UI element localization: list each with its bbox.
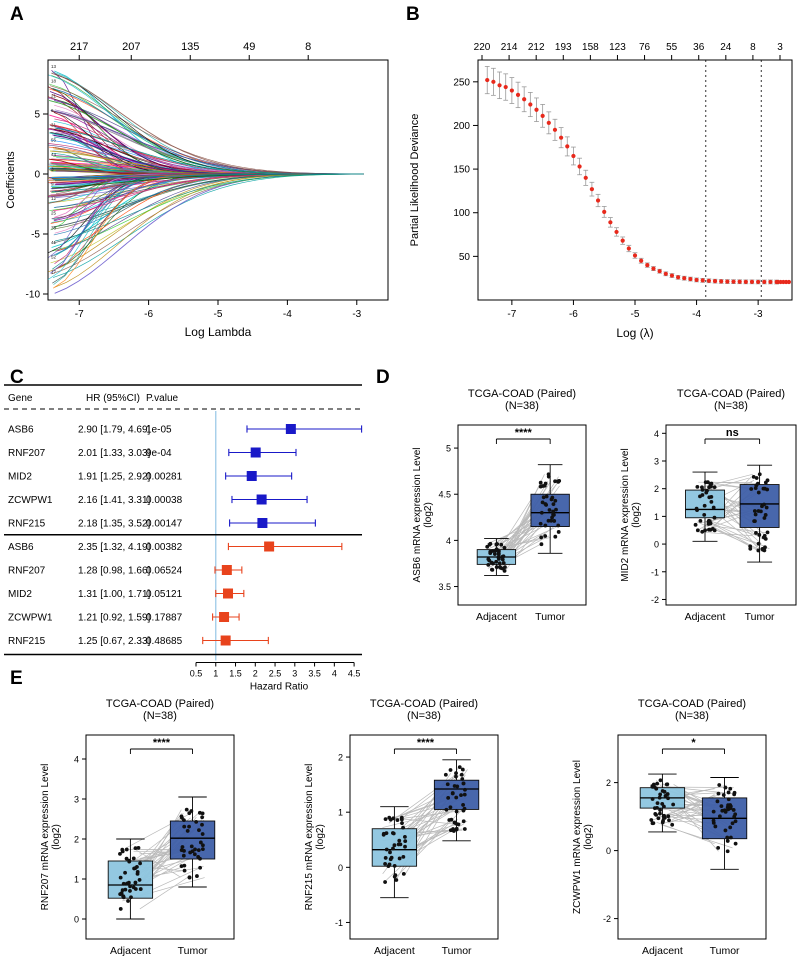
svg-text:(log2): (log2)	[51, 824, 62, 850]
svg-text:3: 3	[777, 42, 783, 53]
panel-a-label: A	[10, 4, 24, 25]
svg-text:0: 0	[605, 846, 611, 857]
svg-text:Adjacent: Adjacent	[684, 611, 726, 623]
svg-text:158: 158	[582, 42, 599, 53]
svg-text:-2: -2	[650, 594, 659, 605]
svg-text:1.28 [0.98, 1.66]: 1.28 [0.98, 1.66]	[78, 565, 151, 577]
panel-c	[0, 365, 376, 693]
svg-text:3: 3	[73, 794, 79, 805]
svg-text:9e-04: 9e-04	[146, 448, 172, 459]
svg-text:5: 5	[34, 109, 40, 121]
svg-text:ZCWPW1: ZCWPW1	[8, 495, 53, 506]
svg-text:0.05121: 0.05121	[146, 589, 183, 600]
svg-text:-6: -6	[144, 309, 154, 320]
svg-text:MID2 mRNA expression Level: MID2 mRNA expression Level	[620, 448, 631, 582]
zcwpw1-boxplot	[540, 677, 790, 977]
svg-text:0.00281: 0.00281	[146, 471, 183, 483]
svg-text:50: 50	[458, 251, 470, 263]
svg-text:(log2): (log2)	[315, 824, 326, 850]
svg-text:21: 21	[51, 93, 57, 99]
svg-text:1: 1	[653, 511, 659, 522]
svg-text:0.00382: 0.00382	[146, 542, 183, 553]
svg-text:ZCWPW1: ZCWPW1	[8, 612, 53, 624]
svg-text:****: ****	[416, 737, 435, 749]
svg-text:150: 150	[453, 164, 470, 176]
svg-text:2.90 [1.79, 4.69]: 2.90 [1.79, 4.69]	[78, 424, 151, 436]
svg-text:0.5: 0.5	[189, 668, 203, 679]
svg-text:217: 217	[70, 41, 89, 53]
svg-text:-4: -4	[692, 309, 702, 320]
svg-text:ZCWPW1 mRNA expression Level: ZCWPW1 mRNA expression Level	[572, 760, 583, 914]
svg-text:6: 6	[51, 108, 54, 113]
svg-text:25: 25	[51, 210, 57, 216]
mid2-boxplot	[600, 377, 810, 677]
svg-text:ASB6: ASB6	[8, 424, 34, 436]
svg-text:0: 0	[653, 539, 659, 550]
svg-text:2.01 [1.33, 3.03]: 2.01 [1.33, 3.03]	[78, 448, 151, 459]
rnf215-boxplot	[272, 677, 522, 977]
svg-text:1.91 [1.25, 2.92]: 1.91 [1.25, 2.92]	[78, 471, 151, 483]
svg-text:Adjacent: Adjacent	[475, 611, 517, 623]
svg-text:-3: -3	[352, 309, 362, 320]
svg-text:135: 135	[181, 41, 200, 53]
svg-text:2.35 [1.32, 4.19]: 2.35 [1.32, 4.19]	[78, 542, 151, 553]
svg-text:1e-05: 1e-05	[146, 424, 172, 436]
svg-text:220: 220	[473, 42, 491, 53]
svg-text:2: 2	[605, 778, 611, 789]
svg-text:Adjacent: Adjacent	[641, 945, 683, 957]
panel-d-label: D	[376, 367, 390, 388]
svg-text:****: ****	[152, 737, 171, 749]
svg-text:0: 0	[73, 914, 79, 925]
svg-text:212: 212	[527, 42, 545, 53]
svg-text:100: 100	[453, 208, 470, 220]
svg-text:5: 5	[445, 443, 451, 454]
svg-text:4: 4	[331, 668, 337, 679]
svg-text:31: 31	[51, 122, 57, 128]
svg-text:2: 2	[252, 668, 258, 679]
svg-text:0.48685: 0.48685	[146, 636, 183, 647]
svg-text:TCGA-COAD (Paired): TCGA-COAD (Paired)	[369, 698, 479, 710]
svg-text:-7: -7	[507, 309, 517, 320]
svg-text:0: 0	[34, 169, 40, 181]
svg-text:1.31 [1.00, 1.71]: 1.31 [1.00, 1.71]	[78, 589, 151, 600]
svg-text:2.18 [1.35, 3.52]: 2.18 [1.35, 3.52]	[78, 518, 151, 530]
svg-text:17: 17	[51, 269, 57, 275]
svg-text:TCGA-COAD (Paired): TCGA-COAD (Paired)	[676, 388, 786, 400]
svg-text:Tumor: Tumor	[744, 611, 775, 623]
svg-text:HR (95%CI): HR (95%CI)	[86, 393, 140, 404]
svg-text:-4: -4	[282, 309, 292, 320]
svg-text:RNF215 mRNA expression Level: RNF215 mRNA expression Level	[304, 763, 315, 911]
svg-text:-2: -2	[602, 914, 611, 925]
svg-text:55: 55	[666, 42, 678, 53]
svg-text:Gene: Gene	[8, 393, 33, 404]
svg-text:207: 207	[122, 41, 141, 53]
svg-text:(N=38): (N=38)	[407, 710, 441, 722]
svg-text:Partial Likelihood Deviance: Partial Likelihood Deviance	[409, 113, 421, 247]
svg-text:76: 76	[638, 42, 651, 53]
svg-text:2: 2	[653, 484, 659, 495]
cv-deviance-plot	[400, 0, 806, 370]
svg-text:4: 4	[445, 535, 451, 546]
svg-text:1: 1	[73, 874, 79, 885]
svg-text:2.5: 2.5	[268, 668, 282, 679]
svg-text:(N=38): (N=38)	[143, 710, 177, 722]
svg-text:0: 0	[337, 862, 343, 873]
svg-text:RNF215: RNF215	[8, 518, 46, 530]
svg-text:Hazard Ratio: Hazard Ratio	[249, 681, 309, 693]
svg-text:193: 193	[554, 42, 572, 53]
svg-text:3: 3	[292, 668, 298, 679]
svg-text:****: ****	[514, 427, 532, 439]
svg-text:214: 214	[500, 42, 518, 53]
svg-text:1: 1	[337, 807, 343, 818]
svg-text:(N=38): (N=38)	[675, 710, 709, 722]
svg-text:ASB6 mRNA expression Level: ASB6 mRNA expression Level	[412, 447, 423, 583]
svg-text:1.5: 1.5	[229, 668, 242, 679]
svg-text:-1: -1	[650, 567, 659, 578]
panel-d	[372, 365, 806, 665]
svg-text:8: 8	[305, 41, 312, 53]
svg-text:Log (λ): Log (λ)	[616, 326, 654, 340]
svg-text:(log2): (log2)	[423, 502, 434, 528]
svg-text:4: 4	[653, 428, 659, 439]
svg-text:2: 2	[337, 752, 343, 763]
svg-text:Adjacent: Adjacent	[373, 945, 415, 957]
svg-text:1.21 [0.92, 1.59]: 1.21 [0.92, 1.59]	[78, 612, 151, 624]
svg-text:(N=38): (N=38)	[714, 400, 748, 412]
svg-text:*: *	[691, 737, 696, 749]
svg-text:Tumor: Tumor	[177, 945, 208, 957]
svg-text:-3: -3	[753, 309, 763, 320]
panel-b	[400, 0, 806, 370]
svg-text:18: 18	[51, 78, 57, 84]
svg-text:44: 44	[51, 152, 57, 157]
svg-text:P.value: P.value	[146, 393, 179, 404]
svg-text:123: 123	[609, 42, 626, 53]
svg-text:3: 3	[653, 456, 659, 467]
svg-text:(log2): (log2)	[583, 824, 594, 850]
svg-text:Tumor: Tumor	[709, 945, 740, 957]
svg-text:RNF207 mRNA expression Level: RNF207 mRNA expression Level	[40, 763, 51, 911]
svg-text:38: 38	[51, 225, 57, 231]
svg-text:0.00038: 0.00038	[146, 495, 183, 506]
svg-text:3.5: 3.5	[308, 668, 321, 679]
svg-text:4.5: 4.5	[438, 489, 451, 500]
svg-text:TCGA-COAD (Paired): TCGA-COAD (Paired)	[105, 698, 215, 710]
svg-text:2: 2	[73, 834, 79, 845]
svg-text:3.5: 3.5	[438, 582, 451, 593]
svg-text:49: 49	[243, 41, 256, 53]
svg-text:9: 9	[51, 181, 54, 187]
svg-text:3: 3	[51, 166, 54, 172]
svg-text:RNF207: RNF207	[8, 565, 46, 577]
svg-text:1.25 [0.67, 2.33]: 1.25 [0.67, 2.33]	[78, 636, 151, 647]
svg-text:200: 200	[453, 120, 470, 132]
svg-text:MID2: MID2	[8, 589, 32, 600]
svg-text:-5: -5	[630, 309, 640, 320]
svg-text:24: 24	[720, 42, 732, 53]
forest-plot	[0, 365, 376, 693]
svg-text:-1: -1	[334, 917, 343, 928]
svg-text:55: 55	[51, 137, 57, 143]
svg-text:4: 4	[73, 754, 79, 765]
svg-text:0.00147: 0.00147	[146, 518, 183, 530]
panel-b-label: B	[406, 4, 420, 25]
svg-text:-5: -5	[213, 309, 223, 320]
asb6-boxplot	[386, 377, 603, 677]
svg-text:RNF207: RNF207	[8, 448, 46, 459]
svg-text:36: 36	[693, 42, 705, 53]
svg-text:-10: -10	[25, 289, 40, 301]
svg-text:TCGA-COAD (Paired): TCGA-COAD (Paired)	[467, 388, 577, 400]
svg-text:-7: -7	[74, 309, 84, 320]
panel-a	[0, 0, 400, 370]
lasso-coefficient-plot	[0, 0, 400, 370]
svg-text:-6: -6	[568, 309, 578, 320]
svg-text:(log2): (log2)	[631, 502, 642, 528]
panel-c-label: C	[10, 367, 24, 388]
svg-text:ns: ns	[725, 427, 739, 439]
svg-text:8: 8	[750, 42, 756, 53]
svg-text:ASB6: ASB6	[8, 542, 34, 553]
svg-text:-5: -5	[31, 229, 40, 241]
svg-text:(N=38): (N=38)	[505, 400, 539, 412]
svg-text:0.06524: 0.06524	[146, 565, 183, 577]
svg-text:Tumor: Tumor	[441, 945, 472, 957]
svg-text:TCGA-COAD (Paired): TCGA-COAD (Paired)	[637, 698, 747, 710]
svg-text:2.16 [1.41, 3.31]: 2.16 [1.41, 3.31]	[78, 495, 151, 506]
svg-text:1: 1	[213, 668, 219, 679]
svg-text:13: 13	[51, 64, 57, 69]
svg-text:Log Lambda: Log Lambda	[184, 325, 252, 339]
rnf207-boxplot	[8, 677, 258, 977]
svg-text:Adjacent: Adjacent	[109, 945, 151, 957]
svg-text:Tumor: Tumor	[535, 611, 566, 623]
svg-text:250: 250	[453, 77, 470, 89]
svg-text:41: 41	[51, 240, 57, 245]
svg-text:0.17887: 0.17887	[146, 612, 183, 624]
svg-text:Coefficients: Coefficients	[5, 151, 17, 209]
svg-text:12: 12	[51, 196, 57, 201]
svg-text:RNF215: RNF215	[8, 636, 46, 647]
svg-text:52: 52	[51, 254, 57, 260]
panel-e	[0, 668, 806, 977]
svg-text:MID2: MID2	[8, 471, 32, 483]
svg-text:4.5: 4.5	[347, 668, 361, 679]
panel-e-label: E	[10, 668, 23, 689]
